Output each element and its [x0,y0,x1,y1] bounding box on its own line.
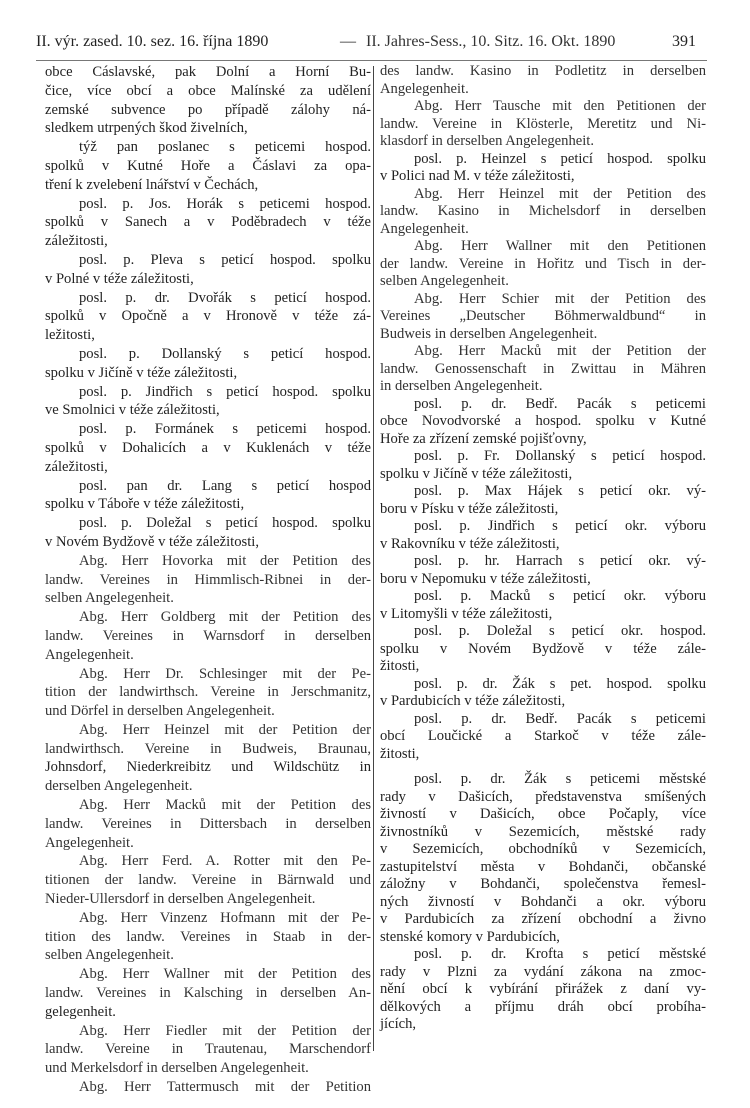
paragraph [380,946,706,1034]
text-line: Angelegenheit. [380,80,469,97]
text-line: des landw. Kasino in Podletitz in derselben [380,63,706,79]
paragraph [45,796,371,852]
text-line: landwirthsch. Vereine in Budweis, Braunau, [45,740,371,757]
text-line: und Dörfel in derselben Angelegenheit. [45,703,275,720]
text-line: posl. p. Jindřich s peticí okr. výboru [414,518,706,534]
text-line: záležitosti, [45,233,108,250]
paragraph [45,909,371,965]
text-line: spolků v Kutné Hoře a Čáslavi za opa- [45,157,371,174]
text-line: posl. p. Jos. Horák s peticemi hospod. [79,195,371,212]
text-line: Johnsdorf, Niederkreibitz und Wildschütz in [45,759,371,776]
text-line: ných živností v Bohdanči a okr. výboru [380,893,706,910]
paragraph [45,852,371,908]
text-line: Abg. Herr Ferd. A. Rotter mit den Pe- [79,853,371,870]
text-line: posl. p. Pleva s peticí hospod. spolku [79,251,371,268]
text-line: žitosti, [380,658,420,674]
text-line: záležitosti, [45,458,108,475]
header-dash: — [340,33,356,50]
text-line: boru v Písku v téže záležitosti, [380,500,559,517]
paragraph [45,383,371,421]
text-line: landw. Vereines in Dittersbach in derselben [45,815,371,832]
text-line: posl. p. Formánek s peticemi hospod. [79,421,371,438]
right-column [380,63,706,1034]
text-line: selben Angelegenheit. [45,590,174,607]
text-line: nění obcí k vybírání přirážek z daní vy- [380,981,706,997]
text-line: žitosti, [380,745,420,762]
paragraph [380,676,706,711]
text-line: posl. p. Macků s peticí okr. výboru [414,588,706,604]
paragraph [380,623,706,676]
text-line: Abg. Herr Dr. Schlesinger mit der Pe- [79,665,371,682]
paragraph [380,771,706,946]
paragraph [45,138,371,194]
text-line: v Pardubicích v téže záležitosti, [380,693,566,709]
paragraph [45,195,371,251]
text-line: posl. p. Max Hájek s peticí okr. vý- [414,483,706,499]
text-line: ležitosti, [45,327,95,344]
text-line: posl. p. dr. Dvořák s peticí hospod. [79,289,371,306]
text-line: tition der landwirthsch. Vereine in Jerschmanitz, [45,684,371,701]
paragraph [45,608,371,664]
text-line: posl. p. dr. Žák s peticemi městské [414,771,706,787]
text-line: Abg. Herr Tausche mit den Petitionen der [414,98,706,114]
text-line: posl. p. dr. Bedř. Pacák s peticemi [414,395,706,412]
paragraph [45,1078,371,1097]
text-line: v Sezemicích, obchodníků v Sezemicích, [380,841,706,857]
text-line: landw. Genossenschaft in Zwittau in Mähren [380,360,706,377]
text-line: Abg. Herr Schier mit der Petition des [414,290,706,307]
paragraph [380,711,706,764]
text-line: týž pan poslanec s peticemi hospod. [79,139,371,156]
text-line: spolku v Táboře v téže záležitosti, [45,496,245,513]
paragraph [380,238,706,291]
text-line: Abg. Herr Heinzel mit der Petition der [79,721,371,738]
text-line: v Polné v téže záležitosti, [45,270,194,287]
paragraph [380,553,706,588]
text-line: tření k zvelebení lnářství v Čechách, [45,176,259,193]
text-line: Abg. Herr Heinzel mit der Petition des [414,185,706,202]
text-line: Vereines „Deutscher Böhmerwaldbund“ in [380,308,706,324]
text-line: jících, [380,1016,417,1032]
text-line: stenské komory v Pardubicích, [380,928,560,945]
text-line: selben Angelegenheit. [45,947,174,964]
text-line: zemské subvence po případě zálohy ná- [45,101,371,118]
text-line: Angelegenheit. [45,834,134,851]
text-line: zastupitelství města v Bohdanči, občanské [380,858,706,875]
text-line: landw. Vereines in Himmlisch-Ribnei in der- [45,571,371,588]
text-line: obce Cáslavské, pak Dolní a Horní Bu- [45,64,371,80]
paragraph [380,483,706,518]
paragraph [380,448,706,483]
text-line: rady v Plzni za vydání zákona na zmoc- [380,963,706,980]
text-line: posl. p. Fr. Dollanský s peticí hospod. [414,448,706,464]
text-line: v Novém Bydžově v téže záležitosti, [45,533,259,550]
text-line: spolku v Jičíně v téže záležitosti, [380,465,573,482]
text-line: posl. p. Doležal s peticí hospod. spolku [79,515,371,532]
paragraph [380,518,706,553]
text-line: záložny v Bohdanči, společenstva řemesl- [380,876,706,892]
paragraph [45,665,371,721]
text-line: živnostníků v Sezemicích, městské rady [380,823,706,840]
text-line: derselben Angelegenheit. [45,778,193,795]
text-line: Abg. Herr Vinzenz Hofmann mit der Pe- [79,909,371,926]
paragraph [380,186,706,239]
text-line: posl. p. Dollanský s peticí hospod. [79,345,371,362]
text-line: landw. Vereines in Warnsdorf in derselben [45,627,371,644]
text-line: spolku v Novém Bydžově v téže zále- [380,640,706,657]
text-line: Abg. Herr Wallner mit der Petition des [79,966,371,983]
text-line: v Pardubicích za zřízení obchodní a živno [380,911,706,927]
text-line: Abg. Herr Wallner mit den Petitionen [414,238,706,254]
text-line: titionen der landw. Vereine in Bärnwald und [45,872,371,889]
page-number: 391 [672,33,696,50]
text-line: Abg. Herr Macků mit der Petition des [79,797,371,814]
text-line: Abg. Herr Tattermusch mit der Petition [79,1079,371,1096]
column-divider [373,66,374,1051]
text-line: spolku v Jičíně v téže záležitosti, [45,364,238,381]
text-line: landw. Vereine in Trautenau, Marschendorf [45,1041,371,1058]
paragraph [45,1022,371,1078]
paragraph [45,477,371,515]
text-line: Angelegenheit. [380,220,469,237]
paragraph [380,63,706,98]
paragraph [380,151,706,186]
text-line: landw. Kasino in Michelsdorf in derselben [380,203,706,219]
text-line: posl. p. Doležal s peticí okr. hospod. [414,623,706,639]
running-header [36,33,706,57]
text-line: sledkem utrpených škod živelních, [45,120,248,137]
header-czech: II. výr. zased. 10. sez. 16. října 1890 [36,33,269,50]
text-line: dělkových a příjmu dráh obcí probíha- [380,998,706,1015]
left-column [45,63,371,1097]
paragraph [380,291,706,344]
paragraph [45,552,371,608]
text-line: gelegenheit. [45,1003,116,1020]
text-line: und Merkelsdorf in derselben Angelegenheit. [45,1060,309,1077]
text-line: ve Smolnici v téže záležitosti, [45,402,220,419]
paragraph [45,420,371,476]
text-line: der landw. Vereine in Hořitz und Tisch in der- [380,255,706,272]
paragraph [380,588,706,623]
text-line: Angelegenheit. [45,646,134,663]
text-line: spolků v Sanech a v Poděbradech v téže [45,214,371,231]
text-line: posl. p. Jindřich s peticí hospod. spolku [79,383,371,400]
text-line: Budweis in derselben Angelegenheit. [380,325,598,342]
header-rule [36,60,707,61]
paragraph [45,289,371,345]
text-line: Abg. Herr Goldberg mit der Petition des [79,609,371,626]
text-line: čice, více obcí a obce Malínské za udělení [45,82,371,99]
text-line: obce Novodvorské a hospod. spolku v Kutné [380,413,706,429]
paragraph [380,396,706,449]
text-line: v Polici nad M. v téže záležitosti, [380,168,575,184]
paragraph [45,63,371,138]
paragraph [45,345,371,383]
text-line: posl. p. dr. Krofta s peticí městské [414,946,706,962]
text-line: posl. p. Heinzel s peticí hospod. spolku [414,150,706,167]
paragraph [45,965,371,1021]
text-line: selben Angelegenheit. [380,273,509,289]
paragraph [380,343,706,396]
text-line: tition des landw. Vereines in Staab in der- [45,928,371,945]
text-line: Abg. Herr Macků mit der Petition der [414,343,706,359]
text-line: posl. p. dr. Bedř. Pacák s peticemi [414,710,706,727]
text-line: posl. pan dr. Lang s peticí hospod [79,477,371,494]
text-line: klasdorf in derselben Angelegenheit. [380,133,594,149]
text-line: Nieder-Ullersdorf in derselben Angelegenheit. [45,891,316,908]
text-line: boru v Nepomuku v téže záležitosti, [380,570,591,587]
text-line: živností v Dašicích, obce Počaply, více [380,806,706,822]
paragraph [45,251,371,289]
text-line: posl. p. dr. Žák s pet. hospod. spolku [414,675,706,692]
text-line: landw. Vereines in Kalsching in derselben An- [45,985,371,1002]
text-line: landw. Vereine in Klösterle, Meretitz und Ni- [380,115,706,132]
paragraph [45,514,371,552]
text-line: posl. p. hr. Harrach s peticí okr. vý- [414,553,706,569]
text-line: obcí Loučické a Starkoč v téže zále- [380,728,706,744]
text-line: Abg. Herr Hovorka mit der Petition des [79,552,371,569]
text-line: Abg. Herr Fiedler mit der Petition der [79,1022,371,1039]
text-line: spolků v Opočně a v Hronově v téže zá- [45,308,371,325]
header-german: II. Jahres-Sess., 10. Sitz. 16. Okt. 1890 [366,33,616,50]
text-line: v Litomyšli v téže záležitosti, [380,605,553,622]
paragraph [45,721,371,796]
paragraph [380,98,706,151]
text-line: rady v Dašicích, představenstva smíšených [380,788,706,805]
text-line: spolků v Dohalicích a v Kuklenách v téže [45,439,371,456]
text-line: Hoře za zřízení zemské pojišťovny, [380,430,587,447]
text-line: v Rakovníku v téže záležitosti, [380,535,560,552]
text-line: in derselben Angelegenheit. [380,378,543,394]
